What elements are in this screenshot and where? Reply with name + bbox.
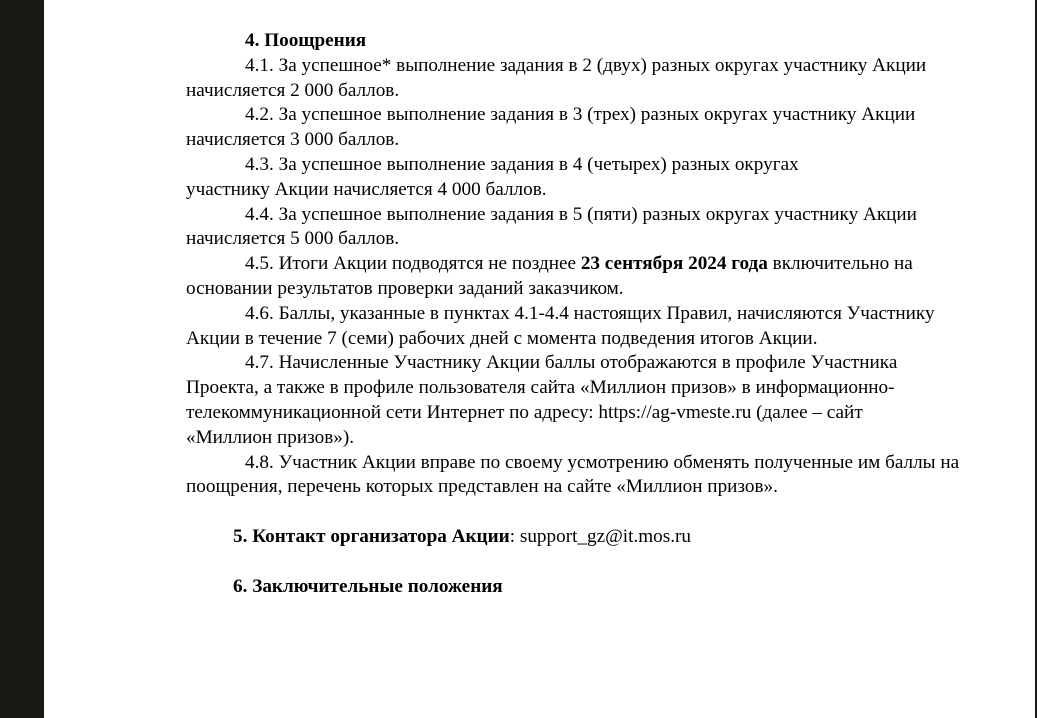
- paragraph-4-4: 4.4. За успешное выполнение задания в 5 (пяти) разных округах участнику Акции начисляется 5 000 баллов.: [186, 203, 917, 250]
- paragraph-4-8: 4.8. Участник Акции вправе по своему усмотрению обменять полученные им баллы на поощрения, перечень которых представлен на сайте «Миллион призов».: [186, 451, 960, 498]
- spacer: [186, 550, 976, 575]
- paragraph-4-1: 4.1. За успешное* выполнение задания в 2 (двух) разных округах участнику Акции начисляется 2 000 баллов.: [186, 54, 927, 101]
- section-4-heading: 4. Поощрения: [245, 30, 367, 51]
- paragraph-4-3: 4.3. За успешное выполнение задания в 4 (четырех) разных округах участнику Акции начисляется 4 000 баллов.: [186, 153, 799, 200]
- section-6-heading: [186, 575, 976, 600]
- organizer-email: support_gz@it.mos.ru: [519, 525, 692, 547]
- paragraph-4-6: 4.6. Баллы, указанные в пунктах 4.1-4.4 настоящих Правил, начисляются Участнику Акции в течение 7 (семи) рабочих дней с момента подведения итогов Акции.: [186, 302, 935, 349]
- paragraph-4-2: 4.2. За успешное выполнение задания в 3 (трех) разных округах участнику Акции начисляется 3 000 баллов.: [186, 104, 916, 151]
- paragraph-4-5-text-end: включительно на основании результатов проверки заданий заказчиком.: [186, 253, 913, 299]
- paragraph-4-7: 4.7. Начисленные Участнику Акции баллы отображаются в профиле Участника Проекта, а также в профиле пользователя сайта «Миллион призов» в информационно-телекоммуникационной сети Интернет по адресу: https://ag-vmeste.ru (далее – сайт «Миллион призов»).: [186, 352, 898, 448]
- document-page: [186, 29, 976, 599]
- deadline-date: 23 сентября 2024 года: [580, 253, 768, 275]
- section-5-contact: [186, 525, 976, 550]
- section-5-separator: :: [509, 525, 520, 547]
- left-dark-border: [0, 0, 44, 718]
- paragraph-4-5-text-start: 4.5. Итоги Акции подводятся не позднее: [245, 253, 581, 275]
- paragraph-4-5: [186, 252, 976, 302]
- spacer: [186, 500, 976, 525]
- section-5-heading: 5. Контакт организатора Акции: [233, 525, 510, 547]
- section-6-heading-text: 6. Заключительные положения: [233, 575, 503, 597]
